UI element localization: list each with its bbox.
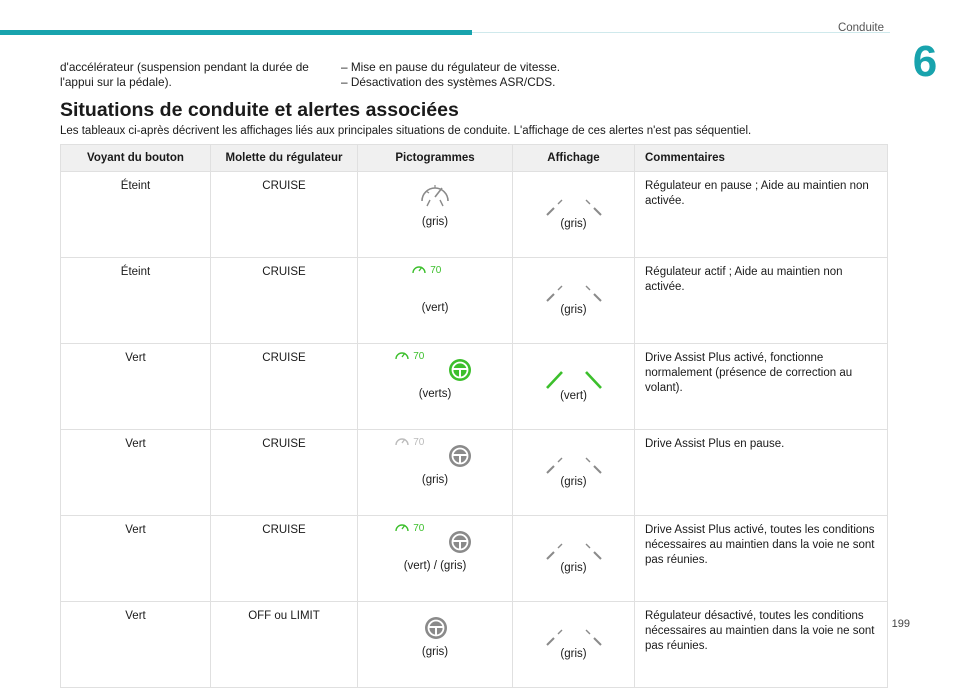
affichage-cell xyxy=(513,516,635,602)
alerts-table xyxy=(60,144,888,688)
table-row xyxy=(61,344,888,430)
speedometer-icon xyxy=(394,435,410,447)
speed-value: 70 xyxy=(413,351,425,362)
header-divider xyxy=(472,32,890,33)
lane-lines-icon xyxy=(543,189,605,217)
commentaire-cell: Drive Assist Plus en pause. xyxy=(635,430,888,516)
affichage-caption: (gris) xyxy=(560,304,587,316)
voyant-cell: Vert xyxy=(61,344,211,430)
affichage-cell xyxy=(513,344,635,430)
picto-caption: (verts) xyxy=(418,388,452,400)
molette-cell: OFF ou LIMIT xyxy=(211,602,358,688)
table-row xyxy=(61,430,888,516)
steering-wheel-icon xyxy=(424,616,448,640)
intro-list-item: – Mise en pause du régulateur de vitesse. xyxy=(341,60,561,74)
table-row xyxy=(61,602,888,688)
picto-cell xyxy=(358,258,513,344)
section-heading: Situations de conduite et alertes associées xyxy=(60,99,459,121)
chapter-number: 6 xyxy=(912,37,938,86)
picto-caption: (gris) xyxy=(421,474,449,486)
picto-cell xyxy=(358,516,513,602)
lane-lines-icon xyxy=(543,447,605,475)
column-header: Voyant du bouton xyxy=(61,145,211,172)
affichage-cell xyxy=(513,172,635,258)
voyant-cell: Vert xyxy=(61,430,211,516)
molette-cell: CRUISE xyxy=(211,430,358,516)
steering-wheel-icon xyxy=(448,530,472,554)
affichage-cell xyxy=(513,602,635,688)
speed-value: 70 xyxy=(413,523,425,534)
table-row xyxy=(61,172,888,258)
picto-caption: (vert) / (gris) xyxy=(403,560,467,572)
section-description: Les tableaux ci-après décrivent les affichages liés aux principales situations de conduite. L'affichage de ces alertes n'est pas séquentiel. xyxy=(60,125,752,137)
affichage-caption: (gris) xyxy=(560,218,587,230)
affichage-caption: (gris) xyxy=(560,648,587,660)
molette-cell: CRUISE xyxy=(211,172,358,258)
commentaire-cell: Régulateur désactivé, toutes les conditions nécessaires au maintien dans la voie ne sont pas réunies. xyxy=(635,602,888,688)
picto-caption: (gris) xyxy=(421,646,449,658)
column-header: Commentaires xyxy=(635,145,888,172)
picto-cell xyxy=(358,344,513,430)
commentaire-cell: Régulateur actif ; Aide au maintien non activée. xyxy=(635,258,888,344)
affichage-caption: (gris) xyxy=(560,476,587,488)
column-header: Molette du régulateur xyxy=(211,145,358,172)
commentaire-cell: Drive Assist Plus activé, toutes les conditions nécessaires au maintien dans la voie ne sont pas réunies. xyxy=(635,516,888,602)
affichage-cell xyxy=(513,258,635,344)
page-number: 199 xyxy=(891,618,910,630)
affichage-caption: (vert) xyxy=(560,390,587,402)
molette-cell: CRUISE xyxy=(211,344,358,430)
speedometer-icon xyxy=(394,521,410,533)
speed-setting-indicator xyxy=(394,521,424,538)
picto-caption: (gris) xyxy=(421,216,449,228)
speedometer-icon xyxy=(394,349,410,361)
lane-lines-icon xyxy=(543,619,605,647)
column-header: Pictogrammes xyxy=(358,145,513,172)
header-accent-bar xyxy=(0,30,472,35)
voyant-cell: Vert xyxy=(61,516,211,602)
voyant-cell: Vert xyxy=(61,602,211,688)
section-title: Conduite xyxy=(837,22,884,34)
table-row xyxy=(61,516,888,602)
picto-caption: (vert) xyxy=(421,302,449,314)
voyant-cell: Éteint xyxy=(61,258,211,344)
commentaire-cell: Régulateur en pause ; Aide au maintien non activée. xyxy=(635,172,888,258)
commentaire-cell: Drive Assist Plus activé, fonctionne normalement (présence de correction au volant). xyxy=(635,344,888,430)
steering-wheel-icon xyxy=(448,358,472,382)
picto-cell xyxy=(358,172,513,258)
lane-lines-icon xyxy=(543,275,605,303)
lane-lines-icon xyxy=(543,533,605,561)
voyant-cell: Éteint xyxy=(61,172,211,258)
column-header: Affichage xyxy=(513,145,635,172)
speed-setting-indicator xyxy=(411,263,441,280)
intro-list-item: – Désactivation des systèmes ASR/CDS. xyxy=(341,75,556,89)
molette-cell: CRUISE xyxy=(211,258,358,344)
molette-cell: CRUISE xyxy=(211,516,358,602)
speed-setting-indicator xyxy=(394,349,424,366)
lane-lines-icon xyxy=(543,361,605,389)
picto-cell xyxy=(358,430,513,516)
speedometer-icon xyxy=(411,263,427,275)
intro-right-list xyxy=(341,60,601,90)
affichage-caption: (gris) xyxy=(560,562,587,574)
speed-value: 70 xyxy=(413,437,425,448)
speed-value: 70 xyxy=(430,265,442,276)
picto-cell xyxy=(358,602,513,688)
steering-wheel-icon xyxy=(448,444,472,468)
intro-left-text: d'accélérateur (suspension pendant la durée de l'appui sur la pédale). xyxy=(60,60,309,89)
speed-setting-indicator xyxy=(394,435,424,452)
speedometer-icon xyxy=(419,179,451,209)
table-row xyxy=(61,258,888,344)
table-header-row xyxy=(61,145,888,172)
affichage-cell xyxy=(513,430,635,516)
